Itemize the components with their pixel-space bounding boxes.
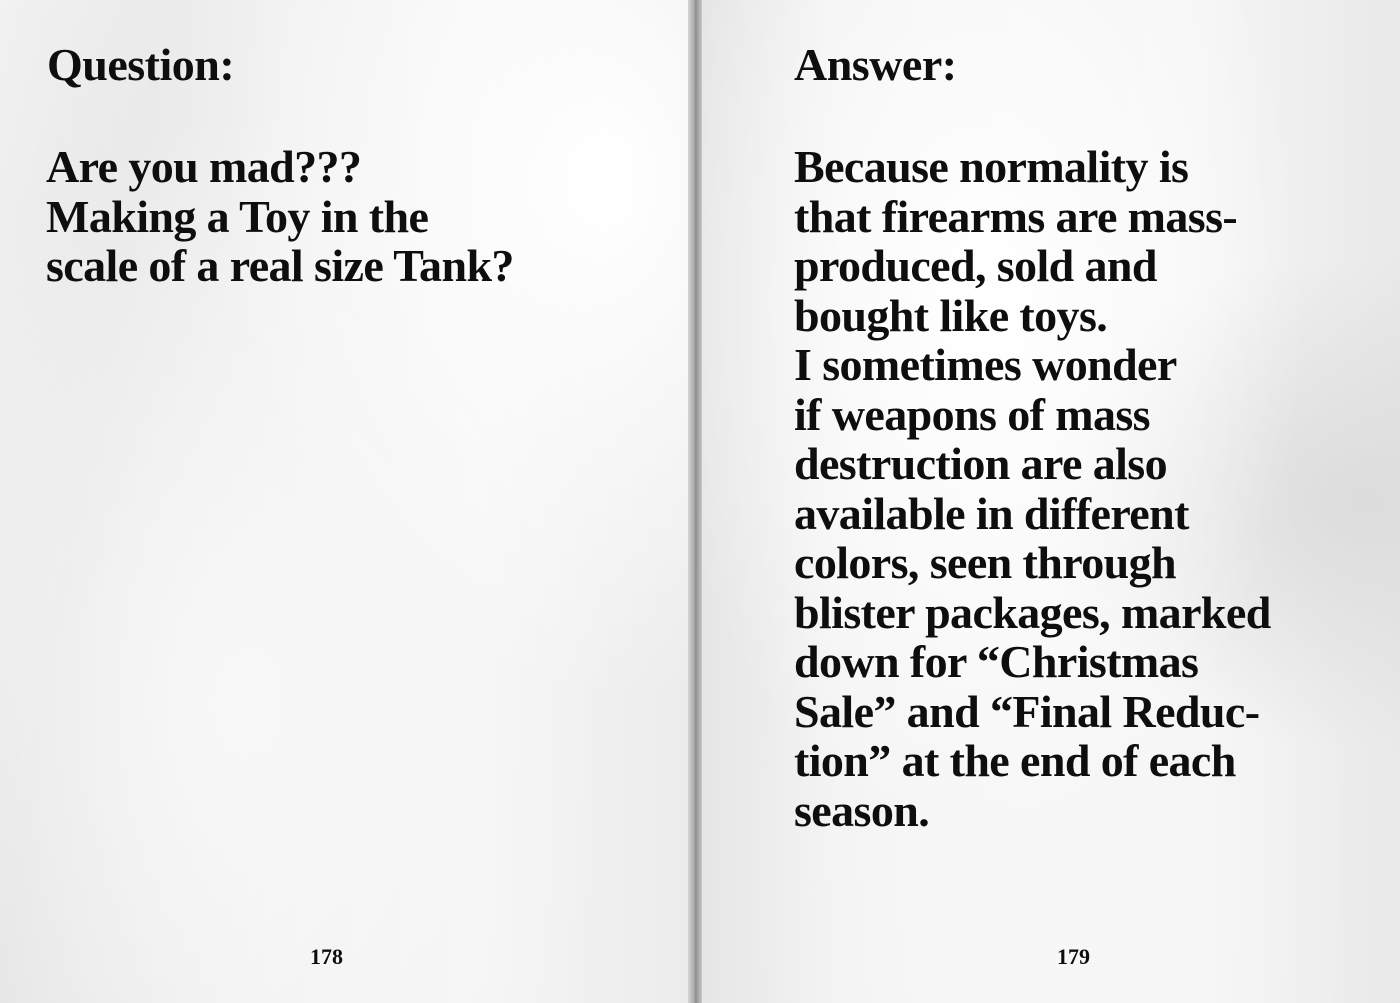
page-number-right: 179 <box>1057 944 1090 969</box>
answer-line: down for “Christmas <box>794 636 1199 687</box>
page-number-left: 178 <box>310 944 343 969</box>
question-heading: Question: <box>47 39 235 90</box>
question-line: scale of a real size Tank? <box>46 240 514 291</box>
answer-line: I sometimes wonder <box>794 339 1177 390</box>
question-line: Making a Toy in the <box>46 190 429 242</box>
answer-line: season. <box>794 784 930 836</box>
answer-line: tion” at the end of each <box>794 735 1236 786</box>
answer-line: bought like toys. <box>794 289 1108 341</box>
question-text <box>46 142 666 291</box>
question-line: Are you mad??? <box>46 141 362 192</box>
answer-line: produced, sold and <box>794 240 1157 291</box>
left-page <box>0 0 688 1003</box>
answer-heading: Answer: <box>794 39 957 90</box>
answer-text <box>794 142 1394 835</box>
answer-line: available in different <box>794 487 1189 539</box>
answer-line: blister packages, marked <box>794 586 1271 638</box>
answer-line: if weapons of mass <box>794 388 1150 440</box>
answer-line: destruction are also <box>794 438 1168 489</box>
answer-line: Because normality is <box>794 141 1189 192</box>
answer-line: colors, seen through <box>794 537 1176 588</box>
book-gutter <box>688 0 702 1003</box>
right-page <box>702 0 1400 1003</box>
answer-line: that firearms are mass- <box>794 190 1238 242</box>
answer-line: Sale” and “Final Reduc- <box>794 685 1260 737</box>
